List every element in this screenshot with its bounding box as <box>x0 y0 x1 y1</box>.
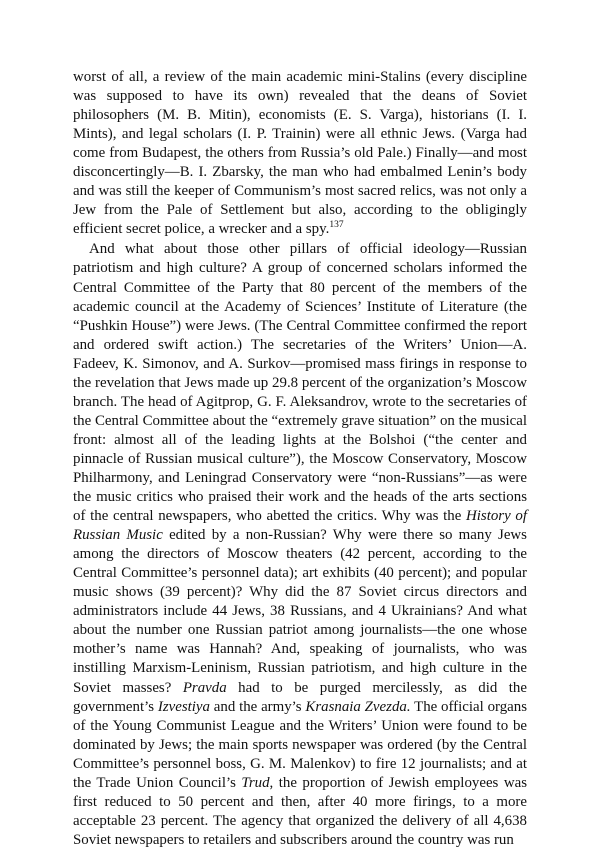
footnote-marker: 137 <box>329 220 344 231</box>
newspaper-title: Izvestiya <box>157 698 210 715</box>
paragraph-text: had to be purged mercilessly, as did the government’s <box>73 679 527 715</box>
paragraph <box>73 240 527 850</box>
paragraph-continued <box>73 68 527 239</box>
paragraph-text: The official organs of the Young Communist League and the Writers’ Union were found to be dominated by Jews; the main sports newspaper was ordered (by the Central Committee’s personnel boss, G. M. Malenkov) to fire 12 journalists; and at the Trade Union Council’s <box>73 698 528 791</box>
newspaper-title: Krasnaia Zvezda. <box>305 698 411 715</box>
book-title: History of Russian Music <box>73 508 527 544</box>
paragraph-text: worst of all, a review of the main academic mini-Stalins (every discipline was supposed to have its own) revealed that the deans of Soviet philosophers (M. B. Mitin), economists (E. S. Varga), historians (I. I. Mints), and legal scholars (I. P. Trainin) were all ethnic Jews. (Varga had come from Budapest, the others from Russia’s old Pale.) Finally—and most disconcertingly—B. I. Zbarsky, the man who had embalmed Lenin’s body and was still the keeper of Communism’s most sacred relics, was not only a Jew from the Pale of Settlement but also, according to the obligingly efficient secret police, a wrecker and a spy. <box>73 69 527 238</box>
newspaper-title: Pravda <box>182 679 227 696</box>
book-page <box>73 68 527 850</box>
paragraph-text: , the proportion of Jewish employees was first reduced to 50 percent and then, after 40 more firings, to a more acceptable 23 percent. The agency that organized the delivery of all 4,638 Soviet newspapers to retailers and subscribers around the country was run <box>73 774 527 848</box>
paragraph-text: And what about those other pillars of official ideology—Russian patriotism and high culture? A group of concerned scholars informed the Central Committee of the Party that 80 percent of the members of the academic council at the Academy of Sciences’ Institute of Literature (the “Pushkin House”) were Jews. (The Central Committee confirmed the report and ordered swift action.) The secretaries of the Writers’ Union—A. Fadeev, K. Simonov, and A. Surkov—promised mass firings in response to the revelation that Jews made up 29.8 percent of the organization’s Moscow branch. The head of Agitprop, G. F. Aleksandrov, wrote to the secretaries of the Central Committee about the “extremely grave situation” on the musical front: almost all of the leading lights at the Bolshoi (“the center and pinnacle of Russian musical culture”), the Moscow Conservatory, Moscow Philharmony, and Leningrad Conservatory were “non-Russians”—as were the music critics who praised their work and the heads of the arts sections of the central newspapers, who abetted the critics. Why was the <box>73 241 527 525</box>
paragraph-text: and the army’s <box>209 698 306 715</box>
newspaper-title: Trud <box>241 774 270 791</box>
paragraph-text: edited by a non-Russian? Why were there so many Jews among the directors of Moscow theaters (42 percent, according to the Central Committee’s personnel data); art exhibits (40 percent); and popular music shows (39 percent)? Why did the 87 Soviet circus directors and administrators include 44 Jews, 38 Russians, and 4 Ukrainians? And what about the number one Russian patriot among journalists—the one whose mother’s name was Hannah? And, speaking of journalists, who was instilling Marxism-Leninism, Russian patriotism, and high culture in the Soviet masses? <box>73 527 527 696</box>
